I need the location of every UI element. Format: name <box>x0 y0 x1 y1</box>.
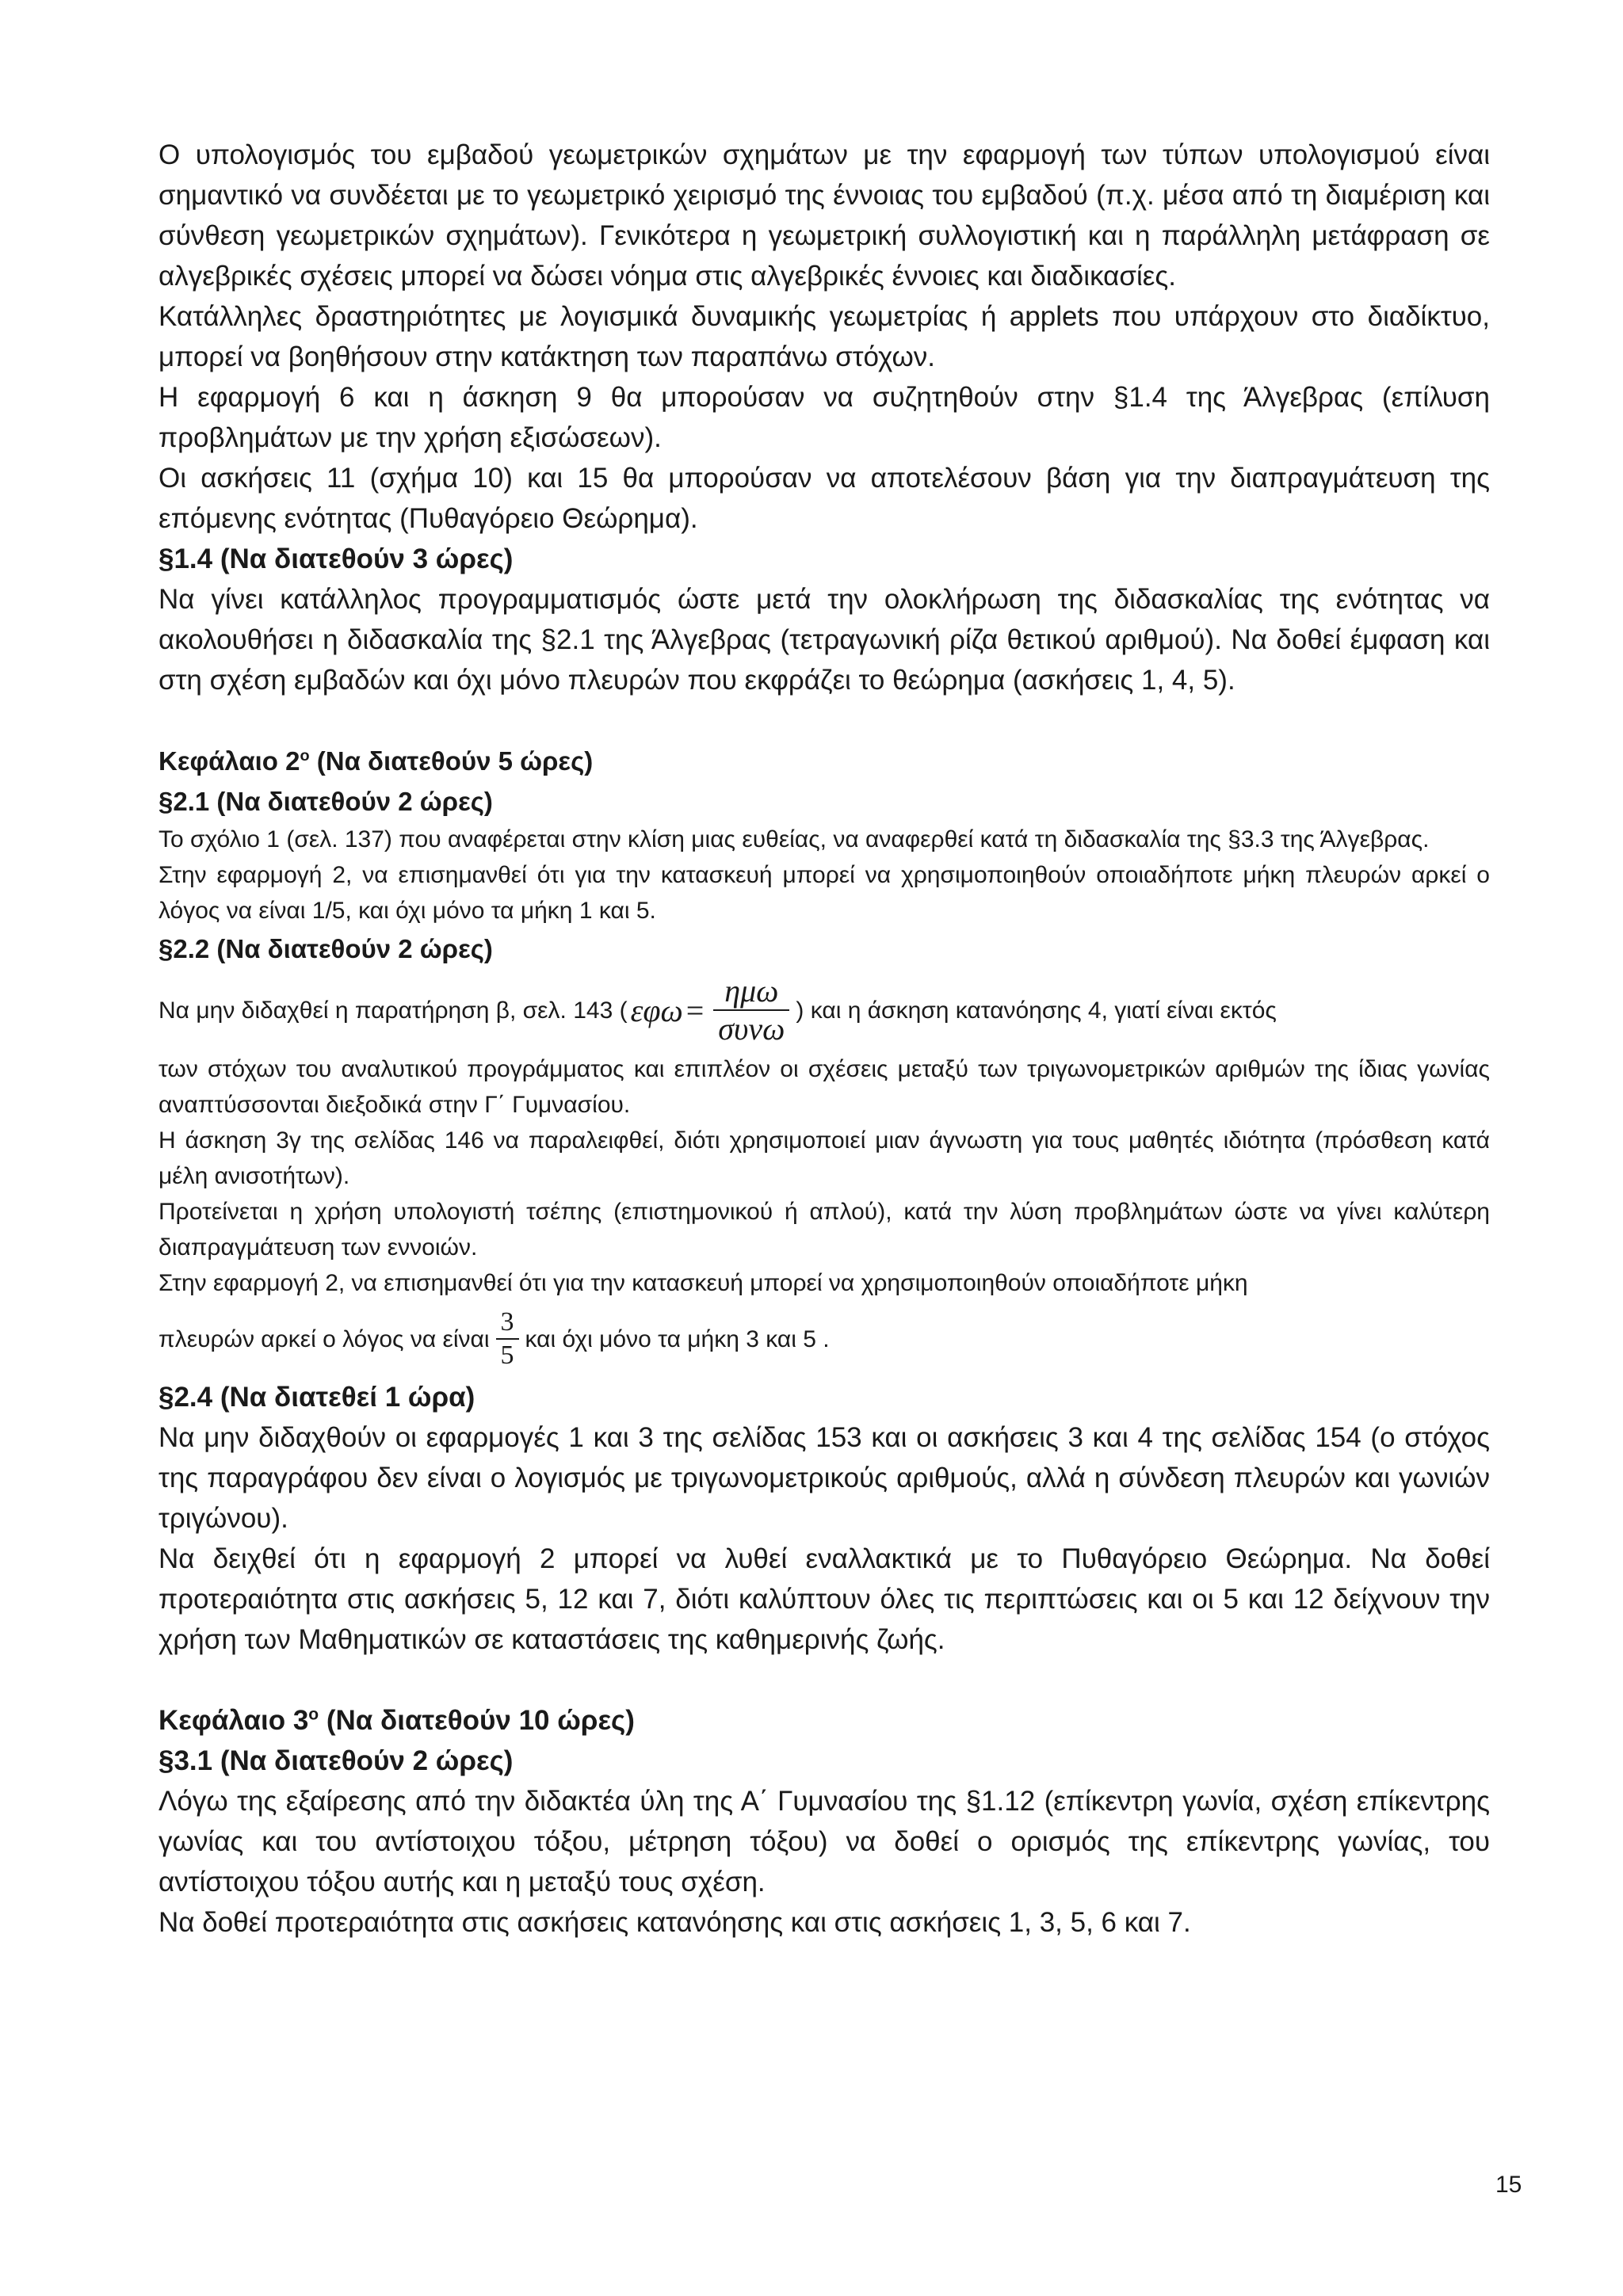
chapter-heading-3 <box>158 1700 1490 1741</box>
paragraph-application-6: Η εφαρμογή 6 και η άσκηση 9 θα μπορούσαν να συζητηθούν στην §1.4 της Άλγεβρας (επίλυση προβλημάτων με την χρήση εξισώσεων). <box>158 382 1490 453</box>
paragraph-priority-exercises: Να δοθεί προτεραιότητα στις ασκήσεις κατανόησης και στις ασκήσεις 1, 3, 5, 6 και 7. <box>158 1907 1191 1938</box>
paragraph-comment-1: Το σχόλιο 1 (σελ. 137) που αναφέρεται στην κλίση μιας ευθείας, να αναφερθεί κατά τη διδασκαλία της §3.3 της Άλγεβρας. <box>158 826 1430 852</box>
chapter-3-title: Κεφάλαιο 3 <box>158 1705 309 1736</box>
formula-equals: = <box>685 992 705 1028</box>
ratio-denominator: 5 <box>496 1338 519 1371</box>
paragraph-central-angle: Λόγω της εξαίρεσης από την διδακτέα ύλη της Α΄ Γυμνασίου της §1.12 (επίκεντρη γωνία, σχέση επίκεντρης γωνίας και του αντίστοιχου τόξου, μέτρηση τόξου) να δοθεί ο ορισμός της επίκεντρης γωνίας, του αντίστοιχου τόξου αυτής και η μεταξύ τους σχέση. <box>158 1786 1490 1897</box>
chapter-heading-2 <box>158 741 1490 781</box>
paragraph-application-2-lengths: Στην εφαρμογή 2, να επισημανθεί ότι για την κατασκευή μπορεί να χρησιμοποιηθούν οποιαδήποτε μήκη <box>158 1270 1248 1296</box>
section-heading-3-1: §3.1 (Να διατεθούν 2 ώρες) <box>158 1745 514 1776</box>
paragraph-remark-b-formula <box>158 969 1490 1051</box>
formula-fraction <box>713 973 789 1047</box>
document-body <box>158 135 1490 1943</box>
paragraph-calculator: Προτείνεται η χρήση υπολογιστή τσέπης (επιστημονικού ή απλού), κατά την λύση προβλημάτων ώστε να γίνει καλύτερη διαπραγμάτευση των εννοιών. <box>158 1199 1490 1261</box>
paragraph-application-2-ratio: Στην εφαρμογή 2, να επισημανθεί ότι για την κατασκευή μπορεί να χρησιμοποιηθούν οποιαδήποτε μήκη πλευρών αρκεί ο λόγος να είναι 1/5, και όχι μόνο τα μήκη 1 και 5. <box>158 862 1490 924</box>
paragraph-section-2-4: Να μην διδαχθούν οι εφαρμογές 1 και 3 της σελίδας 153 και οι ασκήσεις 3 και 4 της σελίδας 154 (ο στόχος της παραγράφου δεν είναι ο λογισμός με τριγωνομετρικούς αριθμούς, αλλά η σύνδεση πλευρών και γωνιών τριγώνου). <box>158 1422 1490 1534</box>
ratio-text-after: και όχι μόνο τα μήκη 3 και 5 . <box>525 1325 830 1352</box>
chapter-3-hours: (Να διατεθούν 10 ώρες) <box>319 1705 635 1736</box>
remark-text-after: ) και η άσκηση κατανόησης 4, γιατί είναι εκτός <box>796 997 1277 1024</box>
remark-text-before: Να μην διδαχθεί η παρατήρηση β, σελ. 143 ( <box>158 997 628 1024</box>
paragraph-area-calculation: Ο υπολογισμός του εμβαδού γεωμετρικών σχημάτων με την εφαρμογή των τύπων υπολογισμού είναι σημαντικό να συνδέεται με το γεωμετρικό χειρισμό της έννοιας του εμβαδού (π.χ. μέσα από τη διαμέριση και σύνθεση γεωμετρικών σχημάτων). Γενικότερα η γεωμετρική συλλογιστική και η παράλληλη μετάφραση σε αλγεβρικές σχέσεις μπορεί να δώσει νόημα στις αλγεβρικές έννοιες και διαδικασίες. <box>158 139 1490 292</box>
section-heading-1-4: §1.4 (Να διατεθούν 3 ώρες) <box>158 543 514 574</box>
chapter-2-ordinal: ο <box>300 747 310 765</box>
section-heading-2-1: §2.1 (Να διατεθούν 2 ώρες) <box>158 787 493 816</box>
page-number: 15 <box>1495 2172 1522 2198</box>
formula-numerator-sin: ημω <box>724 973 779 1009</box>
spacer <box>158 1660 1490 1700</box>
chapter-2-title: Κεφάλαιο 2 <box>158 746 300 776</box>
section-heading-2-4: §2.4 (Να διατεθεί 1 ώρα) <box>158 1382 475 1413</box>
ratio-fraction <box>496 1306 519 1371</box>
ratio-text-before: πλευρών αρκεί ο λόγος να είναι <box>158 1325 490 1352</box>
ratio-numerator: 3 <box>500 1307 514 1337</box>
spacer <box>158 700 1490 741</box>
formula-denominator-cos: συνω <box>713 1009 789 1047</box>
paragraph-exercise-3g: Η άσκηση 3γ της σελίδας 146 να παραλειφθεί, διότι χρησιμοποιεί μιαν άγνωστη για τους μαθητές ιδιότητα (πρόσθεση κατά μέλη ανισοτήτων). <box>158 1127 1490 1189</box>
paragraph-remark-b-continued: των στόχων του αναλυτικού προγράμματος και επιπλέον οι σχέσεις μεταξύ των τριγωνομετρικών αριθμών της ίδιας γωνίας αναπτύσσονται διεξοδικά στην Γ΄ Γυμνασίου. <box>158 1056 1490 1118</box>
paragraph-exercises-11-15: Οι ασκήσεις 11 (σχήμα 10) και 15 θα μπορούσαν να αποτελέσουν βάση για την διαπραγμάτευση της επόμενης ενότητας (Πυθαγόρειο Θεώρημα). <box>158 463 1490 534</box>
chapter-2-hours: (Να διατεθούν 5 ώρες) <box>309 746 594 776</box>
paragraph-pythagorean-alt: Να δειχθεί ότι η εφαρμογή 2 μπορεί να λυθεί εναλλακτικά με το Πυθαγόρειο Θεώρημα. Να δοθεί προτεραιότητα στις ασκήσεις 5, 12 και 7, διότι καλύπτουν όλες τις περιπτώσεις και οι 5 και 12 δείχνουν την χρήση των Μαθηματικών σε καταστάσεις της καθημερινής ζωής. <box>158 1543 1490 1655</box>
chapter-3-ordinal: ο <box>308 1705 319 1724</box>
section-heading-2-2: §2.2 (Να διατεθούν 2 ώρες) <box>158 934 493 963</box>
paragraph-ratio-fraction <box>158 1301 1490 1377</box>
paragraph-section-1-4: Να γίνει κατάλληλος προγραμματισμός ώστε μετά την ολοκλήρωση της διδασκαλίας της ενότητας να ακολουθήσει η διδασκαλία της §2.1 της Άλγεβρας (τετραγωνική ρίζα θετικού αριθμού). Να δοθεί έμφαση και στη σχέση εμβαδών και όχι μόνο πλευρών που εκφράζει το θεώρημα (ασκήσεις 1, 4, 5). <box>158 584 1490 696</box>
paragraph-dynamic-geometry: Κατάλληλες δραστηριότητες με λογισμικά δυναμικής γεωμετρίας ή applets που υπάρχουν στο διαδίκτυο, μπορεί να βοηθήσουν στην κατάκτηση των παραπάνω στόχων. <box>158 301 1490 372</box>
formula-tan: εφω <box>630 992 683 1028</box>
